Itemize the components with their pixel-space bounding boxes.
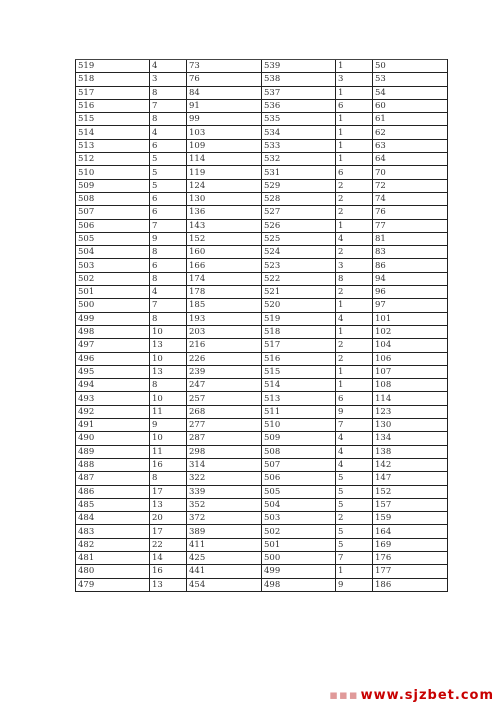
table-row — [76, 365, 448, 378]
score-table — [75, 59, 448, 592]
table-cell: 4 — [150, 286, 187, 299]
table-cell: 527 — [262, 206, 336, 219]
table-row — [76, 512, 448, 525]
table-cell: 86 — [373, 259, 448, 272]
table-cell: 102 — [373, 325, 448, 338]
table-cell: 13 — [150, 498, 187, 511]
table-cell: 514 — [76, 126, 150, 139]
table-cell: 50 — [373, 60, 448, 73]
table-row — [76, 485, 448, 498]
table-cell: 314 — [187, 458, 262, 471]
table-cell: 169 — [373, 538, 448, 551]
table-cell: 502 — [262, 525, 336, 538]
table-cell: 76 — [187, 73, 262, 86]
table-cell: 504 — [76, 246, 150, 259]
table-cell: 3 — [336, 73, 373, 86]
table-cell: 152 — [373, 485, 448, 498]
table-cell: 1 — [336, 379, 373, 392]
table-row — [76, 498, 448, 511]
table-row — [76, 246, 448, 259]
table-cell: 277 — [187, 419, 262, 432]
table-row — [76, 538, 448, 551]
table-row — [76, 99, 448, 112]
table-cell: 501 — [76, 286, 150, 299]
table-cell: 63 — [373, 139, 448, 152]
table-cell: 108 — [373, 379, 448, 392]
table-cell: 3 — [336, 259, 373, 272]
table-cell: 268 — [187, 405, 262, 418]
table-cell: 91 — [187, 99, 262, 112]
table-cell: 522 — [262, 272, 336, 285]
table-cell: 203 — [187, 325, 262, 338]
table-row — [76, 339, 448, 352]
table-cell: 537 — [262, 86, 336, 99]
table-cell: 60 — [373, 99, 448, 112]
table-cell: 70 — [373, 166, 448, 179]
table-row — [76, 312, 448, 325]
table-cell: 1 — [336, 139, 373, 152]
table-cell: 123 — [373, 405, 448, 418]
table-row — [76, 458, 448, 471]
table-cell: 6 — [336, 392, 373, 405]
table-cell: 5 — [336, 525, 373, 538]
table-cell: 485 — [76, 498, 150, 511]
table-cell: 72 — [373, 179, 448, 192]
table-cell: 160 — [187, 246, 262, 259]
table-cell: 109 — [187, 139, 262, 152]
table-cell: 138 — [373, 445, 448, 458]
table-cell: 176 — [373, 551, 448, 564]
table-row — [76, 445, 448, 458]
watermark-text: www.sjzbet.com — [360, 688, 494, 703]
table-cell: 247 — [187, 379, 262, 392]
table-row — [76, 419, 448, 432]
table-cell: 517 — [76, 86, 150, 99]
table-cell: 9 — [336, 578, 373, 591]
table-cell: 4 — [336, 458, 373, 471]
table-cell: 505 — [262, 485, 336, 498]
table-cell: 512 — [76, 153, 150, 166]
table-cell: 534 — [262, 126, 336, 139]
table-cell: 498 — [76, 325, 150, 338]
table-cell: 11 — [150, 445, 187, 458]
table-cell: 1 — [336, 299, 373, 312]
table-cell: 524 — [262, 246, 336, 259]
table-cell: 9 — [336, 405, 373, 418]
table-cell: 3 — [150, 73, 187, 86]
table-cell: 322 — [187, 472, 262, 485]
table-cell: 498 — [262, 578, 336, 591]
table-cell: 64 — [373, 153, 448, 166]
table-cell: 2 — [336, 246, 373, 259]
table-cell: 10 — [150, 432, 187, 445]
table-cell: 77 — [373, 219, 448, 232]
table-cell: 193 — [187, 312, 262, 325]
table-cell: 7 — [150, 219, 187, 232]
table-cell: 511 — [262, 405, 336, 418]
table-cell: 533 — [262, 139, 336, 152]
table-cell: 8 — [150, 113, 187, 126]
table-cell: 1 — [336, 153, 373, 166]
table-cell: 504 — [262, 498, 336, 511]
table-cell: 531 — [262, 166, 336, 179]
table-cell: 6 — [150, 192, 187, 205]
table-cell: 2 — [336, 206, 373, 219]
table-cell: 528 — [262, 192, 336, 205]
table-cell: 9 — [150, 419, 187, 432]
table-row — [76, 219, 448, 232]
table-cell: 8 — [150, 246, 187, 259]
table-cell: 226 — [187, 352, 262, 365]
table-cell: 499 — [262, 565, 336, 578]
table-cell: 487 — [76, 472, 150, 485]
table-cell: 538 — [262, 73, 336, 86]
table-cell: 130 — [373, 419, 448, 432]
table-cell: 8 — [150, 472, 187, 485]
table-cell: 411 — [187, 538, 262, 551]
table-cell: 495 — [76, 365, 150, 378]
table-cell: 519 — [262, 312, 336, 325]
table-cell: 143 — [187, 219, 262, 232]
table-cell: 6 — [150, 259, 187, 272]
table-cell: 136 — [187, 206, 262, 219]
table-cell: 518 — [262, 325, 336, 338]
table-cell: 1 — [336, 126, 373, 139]
table-cell: 8 — [336, 272, 373, 285]
table-cell: 13 — [150, 365, 187, 378]
table-cell: 5 — [336, 538, 373, 551]
table-cell: 492 — [76, 405, 150, 418]
table-cell: 510 — [76, 166, 150, 179]
table-cell: 494 — [76, 379, 150, 392]
table-cell: 4 — [150, 60, 187, 73]
table-cell: 508 — [76, 192, 150, 205]
table-cell: 5 — [150, 153, 187, 166]
table-cell: 152 — [187, 232, 262, 245]
table-cell: 500 — [76, 299, 150, 312]
table-cell: 5 — [336, 498, 373, 511]
table-cell: 54 — [373, 86, 448, 99]
table-cell: 74 — [373, 192, 448, 205]
watermark-dots: ▪▪▪ — [329, 688, 359, 703]
table-cell: 16 — [150, 565, 187, 578]
table-cell: 81 — [373, 232, 448, 245]
table-cell: 76 — [373, 206, 448, 219]
table-row — [76, 551, 448, 564]
table-cell: 159 — [373, 512, 448, 525]
table-cell: 506 — [262, 472, 336, 485]
table-cell: 4 — [336, 312, 373, 325]
table-row — [76, 73, 448, 86]
table-cell: 119 — [187, 166, 262, 179]
table-cell: 61 — [373, 113, 448, 126]
table-cell: 523 — [262, 259, 336, 272]
table-cell: 10 — [150, 392, 187, 405]
table-cell: 508 — [262, 445, 336, 458]
table-cell: 6 — [150, 206, 187, 219]
table-cell: 502 — [76, 272, 150, 285]
table-cell: 94 — [373, 272, 448, 285]
table-cell: 2 — [336, 286, 373, 299]
table-cell: 539 — [262, 60, 336, 73]
table-cell: 174 — [187, 272, 262, 285]
table-cell: 22 — [150, 538, 187, 551]
table-row — [76, 299, 448, 312]
table-cell: 5 — [150, 179, 187, 192]
table-cell: 535 — [262, 113, 336, 126]
table-cell: 257 — [187, 392, 262, 405]
table-cell: 441 — [187, 565, 262, 578]
table-row — [76, 179, 448, 192]
table-cell: 97 — [373, 299, 448, 312]
table-row — [76, 525, 448, 538]
table-cell: 484 — [76, 512, 150, 525]
table-row — [76, 472, 448, 485]
table-cell: 142 — [373, 458, 448, 471]
table-cell: 532 — [262, 153, 336, 166]
table-cell: 114 — [373, 392, 448, 405]
table-cell: 1 — [336, 113, 373, 126]
table-cell: 496 — [76, 352, 150, 365]
table-cell: 7 — [150, 99, 187, 112]
table-cell: 491 — [76, 419, 150, 432]
table-cell: 493 — [76, 392, 150, 405]
table-cell: 130 — [187, 192, 262, 205]
table-cell: 505 — [76, 232, 150, 245]
table-cell: 529 — [262, 179, 336, 192]
table-cell: 166 — [187, 259, 262, 272]
table-cell: 483 — [76, 525, 150, 538]
table-cell: 14 — [150, 551, 187, 564]
table-cell: 521 — [262, 286, 336, 299]
table-cell: 147 — [373, 472, 448, 485]
table-cell: 480 — [76, 565, 150, 578]
table-cell: 519 — [76, 60, 150, 73]
table-cell: 507 — [262, 458, 336, 471]
table-cell: 134 — [373, 432, 448, 445]
table-cell: 124 — [187, 179, 262, 192]
table-cell: 518 — [76, 73, 150, 86]
site-watermark — [329, 688, 494, 703]
table-cell: 2 — [336, 192, 373, 205]
table-row — [76, 272, 448, 285]
table-cell: 13 — [150, 339, 187, 352]
table-cell: 1 — [336, 365, 373, 378]
table-cell: 4 — [336, 232, 373, 245]
table-cell: 506 — [76, 219, 150, 232]
table-row — [76, 392, 448, 405]
table-cell: 507 — [76, 206, 150, 219]
table-cell: 2 — [336, 179, 373, 192]
table-cell: 509 — [76, 179, 150, 192]
table-cell: 1 — [336, 219, 373, 232]
table-cell: 515 — [262, 365, 336, 378]
table-row — [76, 325, 448, 338]
table-cell: 9 — [150, 232, 187, 245]
table-cell: 1 — [336, 325, 373, 338]
table-cell: 513 — [76, 139, 150, 152]
table-row — [76, 259, 448, 272]
table-cell: 73 — [187, 60, 262, 73]
table-cell: 216 — [187, 339, 262, 352]
table-cell: 1 — [336, 565, 373, 578]
table-cell: 13 — [150, 578, 187, 591]
table-cell: 425 — [187, 551, 262, 564]
table-cell: 8 — [150, 312, 187, 325]
table-cell: 104 — [373, 339, 448, 352]
table-row — [76, 432, 448, 445]
table-row — [76, 113, 448, 126]
table-cell: 7 — [150, 299, 187, 312]
table-row — [76, 286, 448, 299]
table-cell: 339 — [187, 485, 262, 498]
table-cell: 5 — [336, 485, 373, 498]
table-row — [76, 379, 448, 392]
table-cell: 7 — [336, 419, 373, 432]
table-cell: 6 — [150, 139, 187, 152]
table-cell: 4 — [150, 126, 187, 139]
table-cell: 164 — [373, 525, 448, 538]
table-row — [76, 153, 448, 166]
table-cell: 298 — [187, 445, 262, 458]
table-cell: 178 — [187, 286, 262, 299]
table-cell: 503 — [76, 259, 150, 272]
table-cell: 2 — [336, 512, 373, 525]
table-cell: 2 — [336, 352, 373, 365]
table-cell: 501 — [262, 538, 336, 551]
table-cell: 513 — [262, 392, 336, 405]
table-cell: 10 — [150, 325, 187, 338]
table-cell: 500 — [262, 551, 336, 564]
table-cell: 99 — [187, 113, 262, 126]
table-cell: 287 — [187, 432, 262, 445]
table-cell: 84 — [187, 86, 262, 99]
table-cell: 389 — [187, 525, 262, 538]
table-cell: 103 — [187, 126, 262, 139]
table-cell: 11 — [150, 405, 187, 418]
table-cell: 497 — [76, 339, 150, 352]
table-cell: 514 — [262, 379, 336, 392]
table-cell: 515 — [76, 113, 150, 126]
table-cell: 4 — [336, 432, 373, 445]
table-cell: 177 — [373, 565, 448, 578]
table-cell: 372 — [187, 512, 262, 525]
table-cell: 185 — [187, 299, 262, 312]
table-cell: 186 — [373, 578, 448, 591]
table-cell: 5 — [336, 472, 373, 485]
table-cell: 1 — [336, 60, 373, 73]
table-cell: 526 — [262, 219, 336, 232]
table-cell: 509 — [262, 432, 336, 445]
table-row — [76, 192, 448, 205]
table-cell: 479 — [76, 578, 150, 591]
table-cell: 490 — [76, 432, 150, 445]
table-row — [76, 126, 448, 139]
table-cell: 536 — [262, 99, 336, 112]
table-cell: 239 — [187, 365, 262, 378]
table-cell: 16 — [150, 458, 187, 471]
table-cell: 114 — [187, 153, 262, 166]
table-cell: 8 — [150, 86, 187, 99]
table-cell: 96 — [373, 286, 448, 299]
table-cell: 454 — [187, 578, 262, 591]
table-cell: 8 — [150, 272, 187, 285]
table-cell: 6 — [336, 166, 373, 179]
table-cell: 489 — [76, 445, 150, 458]
table-cell: 499 — [76, 312, 150, 325]
table-cell: 20 — [150, 512, 187, 525]
table-cell: 17 — [150, 525, 187, 538]
table-cell: 486 — [76, 485, 150, 498]
table-cell: 516 — [76, 99, 150, 112]
table-cell: 510 — [262, 419, 336, 432]
table-row — [76, 206, 448, 219]
table-cell: 482 — [76, 538, 150, 551]
table-body — [76, 60, 448, 592]
table-cell: 503 — [262, 512, 336, 525]
table-row — [76, 60, 448, 73]
table-row — [76, 352, 448, 365]
table-cell: 107 — [373, 365, 448, 378]
table-cell: 520 — [262, 299, 336, 312]
table-row — [76, 166, 448, 179]
table-cell: 516 — [262, 352, 336, 365]
table-cell: 1 — [336, 86, 373, 99]
table-cell: 106 — [373, 352, 448, 365]
table-cell: 8 — [150, 379, 187, 392]
table-cell: 525 — [262, 232, 336, 245]
table-cell: 101 — [373, 312, 448, 325]
table-cell: 2 — [336, 339, 373, 352]
table-cell: 4 — [336, 445, 373, 458]
table-row — [76, 405, 448, 418]
table-cell: 7 — [336, 551, 373, 564]
table-cell: 5 — [150, 166, 187, 179]
table-cell: 53 — [373, 73, 448, 86]
table-row — [76, 139, 448, 152]
table-cell: 488 — [76, 458, 150, 471]
table-row — [76, 578, 448, 591]
table-cell: 517 — [262, 339, 336, 352]
table-cell: 157 — [373, 498, 448, 511]
table-cell: 17 — [150, 485, 187, 498]
table-cell: 6 — [336, 99, 373, 112]
table-cell: 481 — [76, 551, 150, 564]
table-cell: 352 — [187, 498, 262, 511]
table-cell: 62 — [373, 126, 448, 139]
table-row — [76, 232, 448, 245]
table-cell: 83 — [373, 246, 448, 259]
table-row — [76, 86, 448, 99]
table-cell: 10 — [150, 352, 187, 365]
table-row — [76, 565, 448, 578]
